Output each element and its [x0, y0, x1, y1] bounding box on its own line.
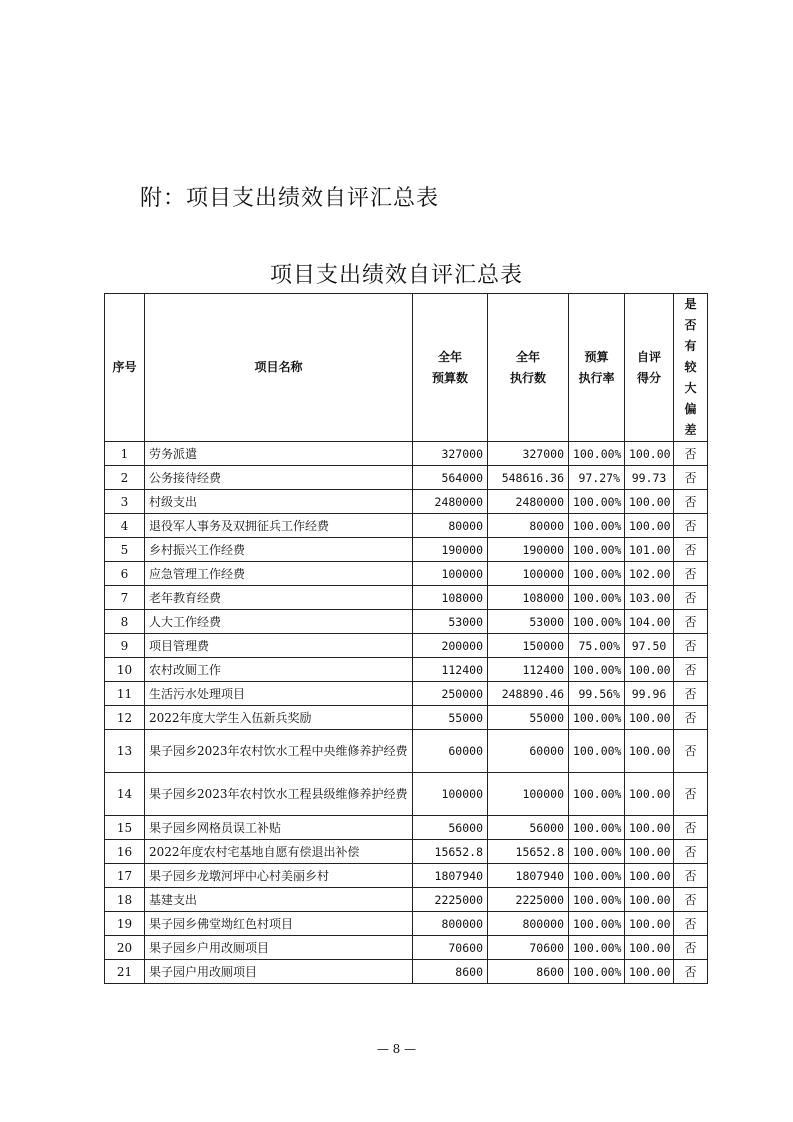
cell-seq: 10	[105, 658, 145, 682]
cell-large-deviation: 否	[674, 730, 708, 773]
cell-seq: 2	[105, 466, 145, 490]
cell-self-score: 100.00	[625, 658, 674, 682]
table-row	[105, 490, 708, 514]
table-title: 项目支出绩效自评汇总表	[269, 263, 523, 288]
header-project-name: 项目名称	[145, 294, 413, 442]
cell-annual-executed: 100000	[488, 773, 569, 816]
cell-self-score: 97.50	[625, 634, 674, 658]
table-row	[105, 442, 708, 466]
cell-seq: 4	[105, 514, 145, 538]
header-deviation-char: 否	[684, 318, 697, 332]
cell-annual-budget: 1807940	[413, 864, 488, 888]
cell-seq: 18	[105, 888, 145, 912]
cell-annual-executed: 100000	[488, 562, 569, 586]
cell-annual-budget: 80000	[413, 514, 488, 538]
cell-large-deviation: 否	[674, 562, 708, 586]
cell-annual-executed: 56000	[488, 816, 569, 840]
header-self-score-line2: 得分	[636, 370, 661, 385]
cell-execution-rate: 100.00%	[569, 562, 625, 586]
cell-annual-executed: 53000	[488, 610, 569, 634]
cell-self-score: 99.73	[625, 466, 674, 490]
cell-execution-rate: 100.00%	[569, 538, 625, 562]
cell-annual-budget: 250000	[413, 682, 488, 706]
cell-annual-budget: 108000	[413, 586, 488, 610]
cell-execution-rate: 99.56%	[569, 682, 625, 706]
cell-large-deviation: 否	[674, 514, 708, 538]
cell-large-deviation: 否	[674, 586, 708, 610]
cell-self-score: 99.96	[625, 682, 674, 706]
cell-large-deviation: 否	[674, 816, 708, 840]
cell-self-score: 100.00	[625, 816, 674, 840]
performance-summary-table	[104, 293, 708, 984]
cell-large-deviation: 否	[674, 610, 708, 634]
table-row	[105, 773, 708, 816]
cell-annual-executed: 112400	[488, 658, 569, 682]
cell-seq: 17	[105, 864, 145, 888]
cell-project-name: 果子园乡2023年农村饮水工程中央维修养护经费	[145, 730, 413, 773]
cell-large-deviation: 否	[674, 490, 708, 514]
cell-annual-executed: 327000	[488, 442, 569, 466]
table-row	[105, 634, 708, 658]
cell-execution-rate: 100.00%	[569, 514, 625, 538]
cell-seq: 6	[105, 562, 145, 586]
header-large-deviation	[674, 294, 708, 442]
header-seq: 序号	[105, 294, 145, 442]
table-row	[105, 658, 708, 682]
header-deviation-char: 大	[684, 381, 697, 395]
cell-project-name: 乡村振兴工作经费	[145, 538, 413, 562]
cell-execution-rate: 100.00%	[569, 658, 625, 682]
cell-annual-executed: 55000	[488, 706, 569, 730]
table-row	[105, 730, 708, 773]
cell-large-deviation: 否	[674, 538, 708, 562]
header-annual-budget-line2: 预算数	[431, 370, 468, 385]
cell-seq: 15	[105, 816, 145, 840]
cell-annual-executed: 15652.8	[488, 840, 569, 864]
cell-annual-budget: 2480000	[413, 490, 488, 514]
cell-seq: 7	[105, 586, 145, 610]
cell-self-score: 100.00	[625, 773, 674, 816]
page-number: — 8 —	[376, 1042, 417, 1056]
cell-annual-executed: 548616.36	[488, 466, 569, 490]
cell-execution-rate: 100.00%	[569, 960, 625, 984]
cell-project-name: 果子园乡2023年农村饮水工程县级维修养护经费	[145, 773, 413, 816]
cell-project-name: 老年教育经费	[145, 586, 413, 610]
cell-seq: 19	[105, 912, 145, 936]
cell-large-deviation: 否	[674, 442, 708, 466]
cell-project-name: 项目管理费	[145, 634, 413, 658]
cell-project-name: 2022年度大学生入伍新兵奖励	[145, 706, 413, 730]
cell-seq: 14	[105, 773, 145, 816]
cell-execution-rate: 100.00%	[569, 864, 625, 888]
cell-annual-budget: 100000	[413, 773, 488, 816]
cell-annual-executed: 70600	[488, 936, 569, 960]
cell-execution-rate: 100.00%	[569, 773, 625, 816]
table-row	[105, 538, 708, 562]
cell-seq: 12	[105, 706, 145, 730]
table-row	[105, 466, 708, 490]
table-row	[105, 888, 708, 912]
cell-seq: 21	[105, 960, 145, 984]
cell-annual-budget: 70600	[413, 936, 488, 960]
cell-self-score: 100.00	[625, 730, 674, 773]
cell-annual-budget: 56000	[413, 816, 488, 840]
cell-annual-budget: 327000	[413, 442, 488, 466]
table-row	[105, 610, 708, 634]
cell-large-deviation: 否	[674, 466, 708, 490]
table-row	[105, 840, 708, 864]
header-deviation-char: 较	[684, 360, 697, 374]
cell-self-score: 100.00	[625, 888, 674, 912]
table-row	[105, 912, 708, 936]
cell-seq: 9	[105, 634, 145, 658]
cell-project-name: 公务接待经费	[145, 466, 413, 490]
cell-seq: 5	[105, 538, 145, 562]
cell-project-name: 果子园乡龙墩河坪中心村美丽乡村	[145, 864, 413, 888]
cell-execution-rate: 100.00%	[569, 490, 625, 514]
cell-annual-budget: 190000	[413, 538, 488, 562]
cell-execution-rate: 100.00%	[569, 586, 625, 610]
cell-annual-executed: 60000	[488, 730, 569, 773]
cell-large-deviation: 否	[674, 840, 708, 864]
header-deviation-char: 差	[684, 423, 697, 437]
cell-seq: 20	[105, 936, 145, 960]
cell-project-name: 果子园户用改厕项目	[145, 960, 413, 984]
cell-large-deviation: 否	[674, 960, 708, 984]
table-row	[105, 936, 708, 960]
cell-annual-budget: 60000	[413, 730, 488, 773]
cell-execution-rate: 100.00%	[569, 442, 625, 466]
cell-self-score: 100.00	[625, 936, 674, 960]
header-deviation-char: 是	[684, 297, 697, 311]
cell-annual-budget: 112400	[413, 658, 488, 682]
cell-seq: 13	[105, 730, 145, 773]
cell-annual-executed: 190000	[488, 538, 569, 562]
cell-large-deviation: 否	[674, 634, 708, 658]
cell-seq: 1	[105, 442, 145, 466]
cell-large-deviation: 否	[674, 936, 708, 960]
cell-execution-rate: 100.00%	[569, 912, 625, 936]
table-header-row	[105, 294, 708, 442]
cell-execution-rate: 100.00%	[569, 816, 625, 840]
table-row	[105, 514, 708, 538]
header-annual-budget-line1: 全年	[437, 349, 462, 364]
cell-annual-budget: 53000	[413, 610, 488, 634]
cell-annual-executed: 150000	[488, 634, 569, 658]
cell-project-name: 2022年度农村宅基地自愿有偿退出补偿	[145, 840, 413, 864]
cell-self-score: 100.00	[625, 490, 674, 514]
cell-execution-rate: 97.27%	[569, 466, 625, 490]
cell-large-deviation: 否	[674, 864, 708, 888]
table-row	[105, 864, 708, 888]
cell-annual-executed: 2225000	[488, 888, 569, 912]
header-execution-rate-line2: 执行率	[578, 370, 615, 385]
table-row	[105, 562, 708, 586]
cell-self-score: 100.00	[625, 706, 674, 730]
cell-self-score: 100.00	[625, 840, 674, 864]
header-deviation-char: 偏	[684, 402, 697, 416]
cell-project-name: 果子园乡网格员误工补贴	[145, 816, 413, 840]
cell-self-score: 103.00	[625, 586, 674, 610]
cell-annual-budget: 100000	[413, 562, 488, 586]
cell-execution-rate: 100.00%	[569, 840, 625, 864]
cell-project-name: 果子园乡户用改厕项目	[145, 936, 413, 960]
header-self-score	[625, 294, 674, 442]
cell-project-name: 生活污水处理项目	[145, 682, 413, 706]
cell-annual-budget: 2225000	[413, 888, 488, 912]
table-row	[105, 706, 708, 730]
cell-annual-executed: 2480000	[488, 490, 569, 514]
table-row	[105, 816, 708, 840]
cell-large-deviation: 否	[674, 773, 708, 816]
header-annual-executed	[488, 294, 569, 442]
cell-self-score: 100.00	[625, 960, 674, 984]
table-body	[105, 442, 708, 984]
cell-execution-rate: 100.00%	[569, 610, 625, 634]
cell-annual-executed: 800000	[488, 912, 569, 936]
table-row	[105, 960, 708, 984]
cell-project-name: 退役军人事务及双拥征兵工作经费	[145, 514, 413, 538]
header-annual-budget	[413, 294, 488, 442]
cell-annual-executed: 8600	[488, 960, 569, 984]
cell-self-score: 100.00	[625, 442, 674, 466]
cell-large-deviation: 否	[674, 912, 708, 936]
cell-annual-budget: 15652.8	[413, 840, 488, 864]
cell-annual-budget: 55000	[413, 706, 488, 730]
cell-self-score: 100.00	[625, 864, 674, 888]
cell-annual-executed: 1807940	[488, 864, 569, 888]
header-execution-rate-line1: 预算	[584, 349, 609, 364]
cell-execution-rate: 75.00%	[569, 634, 625, 658]
cell-annual-budget: 200000	[413, 634, 488, 658]
header-annual-executed-line1: 全年	[515, 349, 540, 364]
cell-project-name: 人大工作经费	[145, 610, 413, 634]
cell-seq: 8	[105, 610, 145, 634]
cell-large-deviation: 否	[674, 888, 708, 912]
cell-execution-rate: 100.00%	[569, 706, 625, 730]
cell-large-deviation: 否	[674, 682, 708, 706]
table-row	[105, 586, 708, 610]
cell-execution-rate: 100.00%	[569, 888, 625, 912]
cell-self-score: 101.00	[625, 538, 674, 562]
cell-project-name: 农村改厕工作	[145, 658, 413, 682]
page-heading: 附：项目支出绩效自评汇总表	[140, 186, 440, 211]
cell-annual-budget: 8600	[413, 960, 488, 984]
cell-seq: 16	[105, 840, 145, 864]
cell-large-deviation: 否	[674, 658, 708, 682]
cell-seq: 3	[105, 490, 145, 514]
cell-annual-budget: 564000	[413, 466, 488, 490]
cell-project-name: 应急管理工作经费	[145, 562, 413, 586]
cell-execution-rate: 100.00%	[569, 730, 625, 773]
cell-execution-rate: 100.00%	[569, 936, 625, 960]
cell-project-name: 村级支出	[145, 490, 413, 514]
cell-annual-executed: 80000	[488, 514, 569, 538]
cell-project-name: 劳务派遣	[145, 442, 413, 466]
cell-annual-budget: 800000	[413, 912, 488, 936]
cell-annual-executed: 248890.46	[488, 682, 569, 706]
cell-seq: 11	[105, 682, 145, 706]
header-self-score-line1: 自评	[636, 349, 661, 364]
cell-self-score: 102.00	[625, 562, 674, 586]
header-deviation-char: 有	[684, 339, 697, 353]
table-row	[105, 682, 708, 706]
cell-project-name: 基建支出	[145, 888, 413, 912]
header-execution-rate	[569, 294, 625, 442]
cell-self-score: 100.00	[625, 514, 674, 538]
cell-self-score: 100.00	[625, 912, 674, 936]
cell-project-name: 果子园乡佛堂坳红色村项目	[145, 912, 413, 936]
cell-large-deviation: 否	[674, 706, 708, 730]
cell-self-score: 104.00	[625, 610, 674, 634]
cell-annual-executed: 108000	[488, 586, 569, 610]
header-annual-executed-line2: 执行数	[509, 370, 546, 385]
